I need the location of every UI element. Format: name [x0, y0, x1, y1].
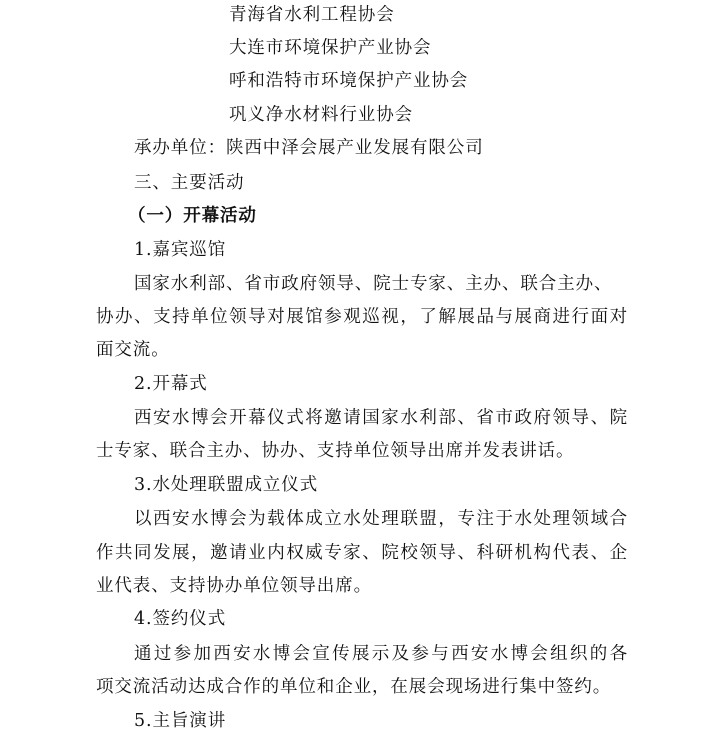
item-3-title: 3.水处理联盟成立仪式 — [134, 475, 319, 495]
organizer-line-2: 大连市环境保护产业协会 — [229, 38, 432, 58]
host-row — [134, 140, 484, 158]
item-3-line-3: 业代表、支持协办单位领导出席。 — [96, 576, 372, 596]
item-3-line-2: 作共同发展，邀请业内权威专家、院校领导、科研机构代表、企 — [96, 543, 628, 563]
item-2-line-2: 士专家、联合主办、协办、支持单位领导出席并发表讲话。 — [96, 441, 575, 461]
item-4-title: 4.签约仪式 — [134, 609, 227, 629]
item-1-line-2: 协办、支持单位领导对展馆参观巡视，了解展品与展商进行面对 — [96, 307, 628, 327]
organizer-line-3: 呼和浩特市环境保护产业协会 — [229, 71, 469, 91]
subsection-heading: （一）开幕活动 — [128, 206, 257, 226]
item-1-line-3: 面交流。 — [96, 340, 170, 360]
item-2-line-1: 西安水博会开幕仪式将邀请国家水利部、省市政府领导、院 — [134, 408, 628, 428]
item-1-line-1: 国家水利部、省市政府领导、院士专家、主办、联合主办、 — [134, 274, 613, 294]
item-5-title: 5.主旨演讲 — [134, 711, 227, 731]
item-3-line-1: 以西安水博会为载体成立水处理联盟，专注于水处理领域合 — [134, 509, 628, 529]
item-1-title: 1.嘉宾巡馆 — [134, 240, 227, 260]
item-2-title: 2.开幕式 — [134, 374, 208, 394]
item-4-line-1: 通过参加西安水博会宣传展示及参与西安水博会组织的各 — [134, 644, 628, 664]
host-name: 陕西中泽会展产业发展有限公司 — [226, 138, 484, 158]
organizer-line-4: 巩义净水材料行业协会 — [229, 105, 413, 125]
organizer-line-1: 青海省水利工程协会 — [229, 5, 395, 25]
item-4-line-2: 项交流活动达成合作的单位和企业，在展会现场进行集中签约。 — [96, 677, 612, 697]
host-label: 承办单位： — [134, 138, 226, 158]
section-heading: 三、主要活动 — [134, 173, 245, 193]
